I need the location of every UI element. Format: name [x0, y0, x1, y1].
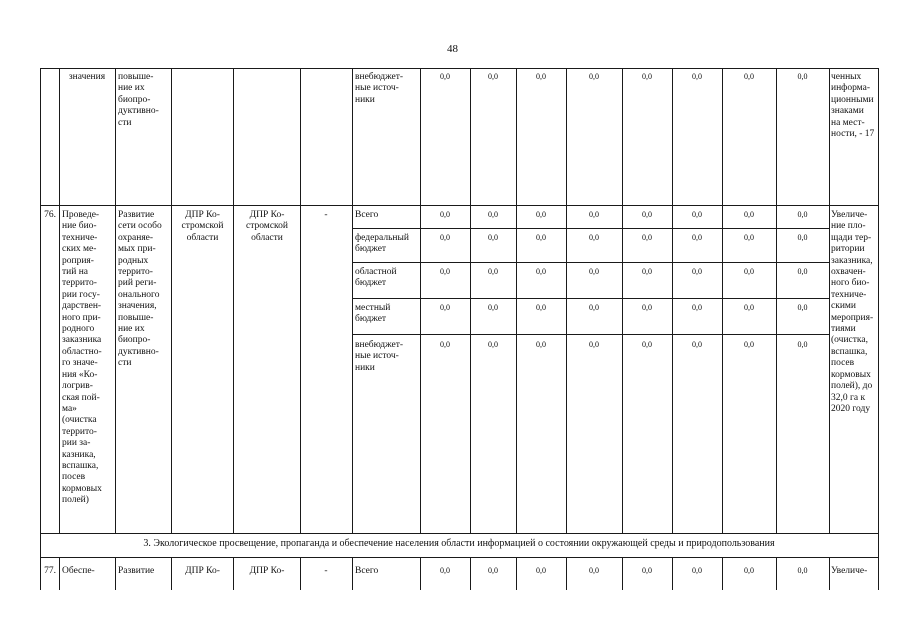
column-border	[171, 557, 172, 590]
value-cell: 0,0	[744, 210, 754, 219]
table-right-border	[878, 68, 879, 590]
value-cell: 0,0	[589, 566, 599, 575]
value-cell: 0,0	[440, 267, 450, 276]
value-cell: 0,0	[589, 72, 599, 81]
value-cell: 0,0	[692, 72, 702, 81]
cell-result: Увеличе-	[831, 566, 868, 576]
value-cell: 0,0	[642, 566, 652, 575]
value-cell: 0,0	[797, 210, 808, 219]
value-cell: 0,0	[536, 566, 546, 575]
value-cell: 0,0	[589, 267, 599, 276]
cell-source: внебюджет- ные источ- ники	[355, 340, 404, 373]
value-cell: 0,0	[692, 340, 702, 349]
column-border	[171, 68, 172, 533]
value-cell: 0,0	[797, 233, 808, 242]
value-cell: 0,0	[536, 210, 546, 219]
subrow-border	[352, 334, 829, 335]
section-border	[40, 557, 878, 558]
column-border	[300, 557, 301, 590]
value-cell: 0,0	[488, 267, 498, 276]
value-cell: 0,0	[440, 233, 450, 242]
value-cell: 0,0	[744, 340, 754, 349]
column-border	[352, 68, 353, 533]
column-border	[115, 68, 116, 533]
cell-source: федеральный бюджет	[355, 233, 409, 255]
value-cell: 0,0	[692, 303, 702, 312]
column-border	[829, 557, 830, 590]
cell-name: Обеспе-	[62, 566, 95, 576]
value-cell: 0,0	[797, 340, 808, 349]
value-cell: 0,0	[642, 72, 652, 81]
value-cell: 0,0	[692, 233, 702, 242]
value-cell: 0,0	[744, 303, 754, 312]
value-cell: 0,0	[692, 267, 702, 276]
column-border	[115, 557, 116, 590]
value-cell: 0,0	[642, 267, 652, 276]
row-number: 76.	[44, 210, 56, 220]
column-border	[622, 68, 623, 533]
cell-source: областной бюджет	[355, 267, 397, 289]
cell-task: повыше- ние их биопро- дуктивно- сти	[118, 72, 159, 128]
cell-source: Всего	[355, 566, 379, 576]
cell-source: внебюджет- ные источ- ники	[355, 72, 404, 105]
table-top-border	[40, 68, 878, 69]
column-border	[776, 68, 777, 533]
value-cell: 0,0	[744, 267, 754, 276]
column-border	[470, 68, 471, 533]
row-border	[40, 205, 878, 206]
column-border	[566, 68, 567, 533]
value-cell: 0,0	[642, 210, 652, 219]
value-cell: 0,0	[589, 303, 599, 312]
column-border	[722, 68, 723, 533]
cell-name: значения	[68, 72, 106, 82]
section-title: 3. Экологическое просвещение, пропаганда и обеспечение населения области информацией о состоянии окружающей среды и природопользования	[143, 538, 775, 549]
value-cell: 0,0	[589, 210, 599, 219]
value-cell: 0,0	[589, 233, 599, 242]
value-cell: 0,0	[642, 233, 652, 242]
value-cell: 0,0	[797, 72, 808, 81]
cell-name: Проведе- ние био- техниче- ских ме- роприя- тий на террито- рии госу- дарствен- ного при- родного заказника областно- го значе- ния «Ко- логрив- ская пой- ма» (очистка террито- рии за- казника, вспашка, посев кормовых полей)	[62, 210, 102, 506]
value-cell: 0,0	[440, 210, 450, 219]
value-cell: 0,0	[797, 267, 808, 276]
value-cell: 0,0	[744, 72, 754, 81]
cell-result: ченных информа- ционными знаками на мест- ности, - 17	[831, 72, 875, 140]
subrow-border	[352, 228, 829, 229]
value-cell: 0,0	[440, 303, 450, 312]
value-cell: 0,0	[488, 303, 498, 312]
value-cell: 0,0	[536, 303, 546, 312]
cell-dash: -	[324, 210, 328, 220]
column-border	[233, 68, 234, 533]
cell-task: Развитие сети особо охраняе- мых при- родных террито- рий реги- онального значения, повыше- ние их биопро- дуктивно- сти	[118, 210, 162, 369]
subrow-border	[352, 262, 829, 263]
cell-result: Увеличе- ние пло- щади тер- ритории заказника, охвачен- ного био- техниче- скими мероприя- тиями (очистка, вспашка, посев кормовых полей), до 32,0 га к 2020 году	[831, 210, 874, 414]
cell-executor: ДПР Ко- стромской области	[181, 210, 224, 243]
page-number: 48	[447, 43, 458, 55]
column-border	[829, 68, 830, 533]
row-border	[40, 533, 878, 534]
column-border	[516, 68, 517, 533]
value-cell: 0,0	[440, 340, 450, 349]
table-left-border	[40, 68, 41, 590]
value-cell: 0,0	[536, 233, 546, 242]
value-cell: 0,0	[744, 233, 754, 242]
column-border	[420, 68, 421, 533]
cell-source: местный бюджет	[355, 303, 391, 325]
value-cell: 0,0	[488, 566, 498, 575]
subrow-border	[352, 298, 829, 299]
value-cell: 0,0	[488, 340, 498, 349]
row-number: 77.	[44, 566, 56, 576]
cell-task: Развитие	[118, 566, 155, 576]
value-cell: 0,0	[589, 340, 599, 349]
column-border	[352, 557, 353, 590]
column-border	[59, 557, 60, 590]
cell-source: Всего	[355, 210, 379, 220]
cell-dash: -	[324, 566, 328, 576]
column-border	[233, 557, 234, 590]
value-cell: 0,0	[797, 303, 808, 312]
cell-executor: ДПР Ко- стромской области	[246, 210, 288, 243]
value-cell: 0,0	[642, 340, 652, 349]
value-cell: 0,0	[642, 303, 652, 312]
cell-executor: ДПР Ко-	[185, 566, 220, 576]
column-border	[300, 68, 301, 533]
column-border	[672, 68, 673, 533]
cell-executor: ДПР Ко-	[249, 566, 285, 576]
value-cell: 0,0	[536, 340, 546, 349]
column-border	[59, 68, 60, 533]
value-cell: 0,0	[692, 210, 702, 219]
value-cell: 0,0	[488, 72, 498, 81]
value-cell: 0,0	[797, 566, 808, 575]
value-cell: 0,0	[744, 566, 754, 575]
value-cell: 0,0	[440, 72, 450, 81]
value-cell: 0,0	[536, 72, 546, 81]
value-cell: 0,0	[692, 566, 702, 575]
value-cell: 0,0	[488, 210, 498, 219]
value-cell: 0,0	[440, 566, 450, 575]
value-cell: 0,0	[488, 233, 498, 242]
value-cell: 0,0	[536, 267, 546, 276]
